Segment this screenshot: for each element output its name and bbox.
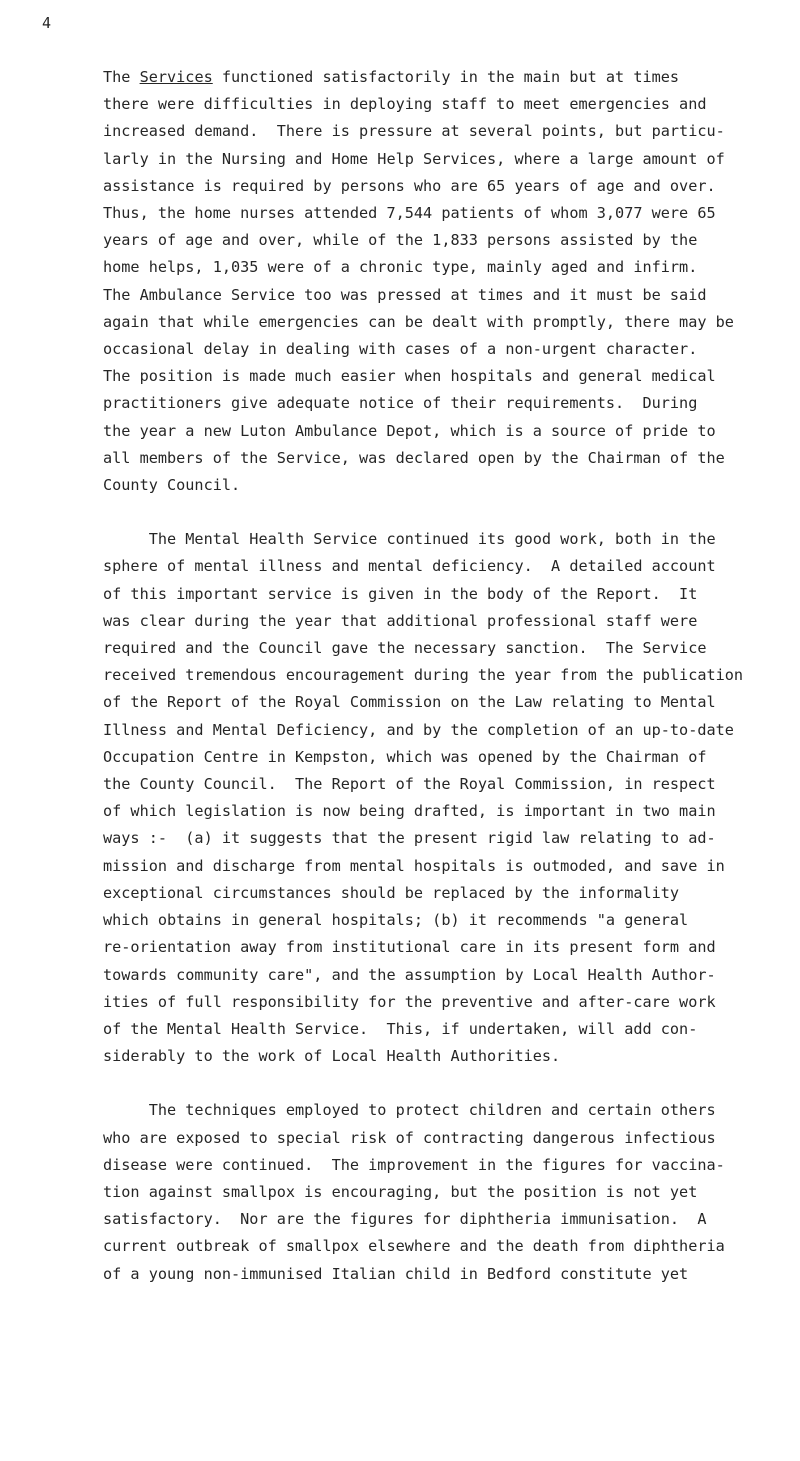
document-body xyxy=(103,64,768,1315)
text-line: received tremendous encouragement during the year from the publication xyxy=(103,666,744,685)
text-line: all members of the Service, was declared open by the Chairman of the xyxy=(103,448,725,467)
paragraph-infectious-disease xyxy=(103,1097,768,1287)
text-line: The position is made much easier when hospitals and general medical xyxy=(103,367,716,386)
text-line: towards community care", and the assumption by Local Health Author- xyxy=(103,965,716,984)
text-line: satisfactory. Nor are the figures for diphtheria immunisation. A xyxy=(103,1210,707,1229)
text-line: of this important service is given in the body of the Report. It xyxy=(103,584,698,603)
text-line: assistance is required by persons who are 65 years of age and over. xyxy=(103,176,716,195)
text-line: the County Council. The Report of the Royal Commission, in respect xyxy=(103,775,716,794)
text-line: The techniques employed to protect children and certain others xyxy=(103,1101,716,1120)
paragraph-services xyxy=(103,64,768,499)
text-line: exceptional circumstances should be replaced by the informality xyxy=(103,883,680,902)
text-line: of which legislation is now being drafted, is important in two main xyxy=(103,802,716,821)
text-line: The Mental Health Service continued its good work, both in the xyxy=(103,530,716,549)
paragraph-mental-health xyxy=(103,526,768,1070)
text-line: Occupation Centre in Kempston, which was opened by the Chairman of xyxy=(103,747,707,766)
text-line: again that while emergencies can be dealt with promptly, there may be xyxy=(103,312,734,331)
text-line: of the Mental Health Service. This, if undertaken, will add con- xyxy=(103,1019,698,1038)
text-line: the year a new Luton Ambulance Depot, which is a source of pride to xyxy=(103,421,716,440)
text-line: practitioners give adequate notice of their requirements. During xyxy=(103,394,698,413)
text-line: County Council. xyxy=(103,476,241,495)
text-line: occasional delay in dealing with cases of a non-urgent character. xyxy=(103,340,698,359)
text-line: disease were continued. The improvement in the figures for vaccina- xyxy=(103,1155,725,1174)
text-line: The Ambulance Service too was pressed at times and it must be said xyxy=(103,285,707,304)
text-line: sphere of mental illness and mental deficiency. A detailed account xyxy=(103,557,716,576)
text-line: Thus, the home nurses attended 7,544 patients of whom 3,077 were 65 xyxy=(103,204,716,223)
page-number: 4 xyxy=(42,14,52,32)
text-line: of the Report of the Royal Commission on the Law relating to Mental xyxy=(103,693,716,712)
text-line: which obtains in general hospitals; (b) it recommends "a general xyxy=(103,911,689,930)
text-line: who are exposed to special risk of contracting dangerous infectious xyxy=(103,1128,716,1147)
text-line: mission and discharge from mental hospitals is outmoded, and save in xyxy=(103,856,725,875)
text-line: The Services functioned satisfactorily in the main but at times xyxy=(103,68,680,86)
underlined-word: Services xyxy=(139,68,213,86)
text-line: re-orientation away from institutional care in its present form and xyxy=(103,938,716,957)
text-line: larly in the Nursing and Home Help Services, where a large amount of xyxy=(103,149,725,168)
text-line: home helps, 1,035 were of a chronic type, mainly aged and infirm. xyxy=(103,258,698,277)
text-line: years of age and over, while of the 1,833 persons assisted by the xyxy=(103,231,698,250)
text-line: Illness and Mental Deficiency, and by the completion of an up-to-date xyxy=(103,720,734,739)
text-line: there were difficulties in deploying staff to meet emergencies and xyxy=(103,95,707,114)
text-line: ways :- (a) it suggests that the present rigid law relating to ad- xyxy=(103,829,716,848)
text-line: of a young non-immunised Italian child in Bedford constitute yet xyxy=(103,1264,689,1283)
text-line: siderably to the work of Local Health Authorities. xyxy=(103,1047,561,1066)
text-line: increased demand. There is pressure at several points, but particu- xyxy=(103,122,725,141)
text-line: required and the Council gave the necessary sanction. The Service xyxy=(103,639,707,658)
text-line: was clear during the year that additional professional staff were xyxy=(103,611,698,630)
text-line: current outbreak of smallpox elsewhere and the death from diphtheria xyxy=(103,1237,725,1256)
text-line: tion against smallpox is encouraging, but the position is not yet xyxy=(103,1182,698,1201)
text-line: ities of full responsibility for the preventive and after-care work xyxy=(103,992,716,1011)
